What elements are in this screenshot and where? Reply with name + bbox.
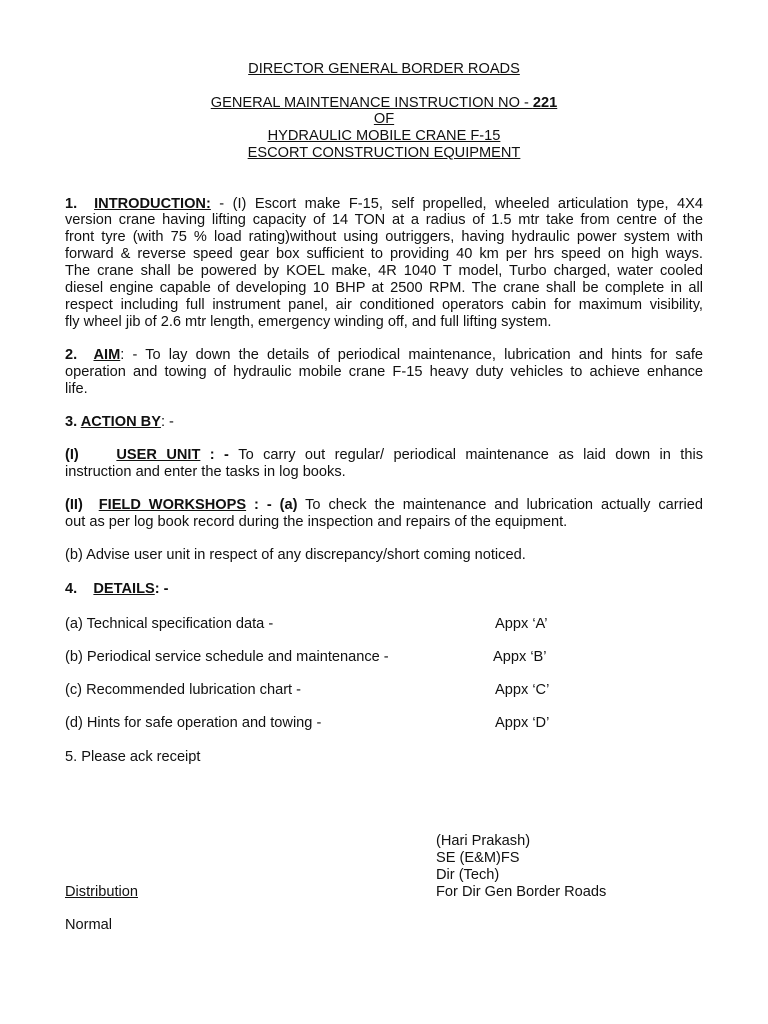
- aim-line-1: [65, 347, 703, 364]
- details-suffix: : -: [154, 581, 169, 597]
- document-page: [65, 0, 703, 1024]
- intro-line-5: The crane shall be powered by KOEL make, 4R 1040 T model, Turbo charged, water cooled: [65, 263, 703, 279]
- aim-line-3: life.: [65, 381, 88, 397]
- details-item-d: [65, 715, 703, 732]
- aim-text-0: : - To lay down the details of periodical maintenance, lubrication and hints for safe: [120, 347, 703, 363]
- intro-line-2: version crane having lifting capacity of 14 TON at a radius of 1.5 mtr take from centre of the: [65, 212, 703, 228]
- field-number: (II): [65, 497, 83, 513]
- action-heading-line: [65, 414, 703, 431]
- details-item-label: (a) Technical specification data -: [65, 616, 274, 632]
- details-item-appx: Appx ‘D’: [495, 715, 550, 731]
- user-unit-line-2: instruction and enter the tasks in log books.: [65, 464, 346, 480]
- intro-line-6: diesel engine capable of developing 10 BHP at 2500 RPM. The crane shall be complete in all: [65, 280, 703, 296]
- intro-number: 1.: [65, 196, 78, 212]
- aim-number: 2.: [65, 347, 78, 363]
- instruction-number: 221: [532, 95, 558, 111]
- intro-line-8: fly wheel jib of 2.6 mtr length, emergency winding off, and full lifting system.: [65, 314, 552, 330]
- details-item-appx: Appx ‘B’: [493, 649, 547, 665]
- signatory-post: SE (E&M)FS: [436, 850, 520, 866]
- details-heading: DETAILS: [93, 581, 155, 597]
- signatory-office: Dir (Tech): [436, 867, 500, 883]
- field-dash: : - (a): [246, 497, 298, 513]
- details-item-label: (d) Hints for safe operation and towing -: [65, 715, 322, 731]
- signatory-name: (Hari Prakash): [436, 833, 531, 849]
- details-heading-line: [65, 581, 703, 598]
- field-line-1: [65, 497, 703, 514]
- instruction-prefix: GENERAL MAINTENANCE INSTRUCTION NO -: [210, 95, 533, 111]
- details-item-appx: Appx ‘A’: [495, 616, 548, 632]
- details-item-c: [65, 682, 703, 699]
- action-heading: ACTION BY: [80, 414, 161, 430]
- user-unit-number: (I): [65, 447, 79, 463]
- intro-line-1: [65, 196, 703, 213]
- intro-heading: INTRODUCTION:: [94, 196, 211, 212]
- aim-line-2: operation and towing of hydraulic mobile crane F-15 heavy duty vehicles to achieve enhance: [65, 364, 703, 380]
- details-item-label: (b) Periodical service schedule and maintenance -: [65, 649, 389, 665]
- intro-text-0: - (I) Escort make F-15, self propelled, wheeled articulation type, 4X4: [210, 196, 703, 212]
- user-unit-text-0: To carry out regular/ periodical maintenance as laid down in this: [238, 447, 703, 463]
- details-item-a: [65, 616, 703, 633]
- details-item-label: (c) Recommended lubrication chart -: [65, 682, 302, 698]
- signatory-for: For Dir Gen Border Roads: [436, 884, 607, 900]
- of-line: OF: [373, 111, 395, 127]
- field-b-line: (b) Advise user unit in respect of any discrepancy/short coming noticed.: [65, 547, 526, 563]
- equipment-line: ESCORT CONSTRUCTION EQUIPMENT: [247, 145, 521, 161]
- details-item-appx: Appx ‘C’: [495, 682, 550, 698]
- instruction-title: [65, 95, 703, 112]
- intro-line-7: respect including full instrument panel, air conditioned operators cabin for maximum visibility,: [65, 297, 703, 313]
- details-item-b: [65, 649, 703, 666]
- user-unit-line-1: [65, 447, 703, 464]
- aim-heading: AIM: [93, 347, 121, 363]
- user-unit-dash: : -: [200, 447, 239, 463]
- field-heading: FIELD WORKSHOPS: [98, 497, 247, 513]
- details-number: 4.: [65, 581, 78, 597]
- action-number: 3.: [65, 414, 81, 430]
- field-text-0: To check the maintenance and lubrication actually carried: [297, 497, 703, 513]
- org-title: DIRECTOR GENERAL BORDER ROADS: [248, 61, 520, 77]
- ack-line: 5. Please ack receipt: [65, 749, 201, 765]
- intro-line-3: front tyre (with 75 % load rating)without using outriggers, having hydraulic power system with: [65, 229, 703, 245]
- intro-line-4: forward & reverse speed gear box sufficient to providing 40 km per hrs speed on high ways.: [65, 246, 703, 262]
- action-suffix: : -: [160, 414, 174, 430]
- user-unit-heading: USER UNIT: [116, 447, 201, 463]
- distribution-heading: Distribution: [65, 884, 138, 900]
- distribution-value: Normal: [65, 917, 113, 933]
- field-line-2: out as per log book record during the inspection and repairs of the equipment.: [65, 514, 568, 530]
- subject-line: HYDRAULIC MOBILE CRANE F-15: [267, 128, 501, 144]
